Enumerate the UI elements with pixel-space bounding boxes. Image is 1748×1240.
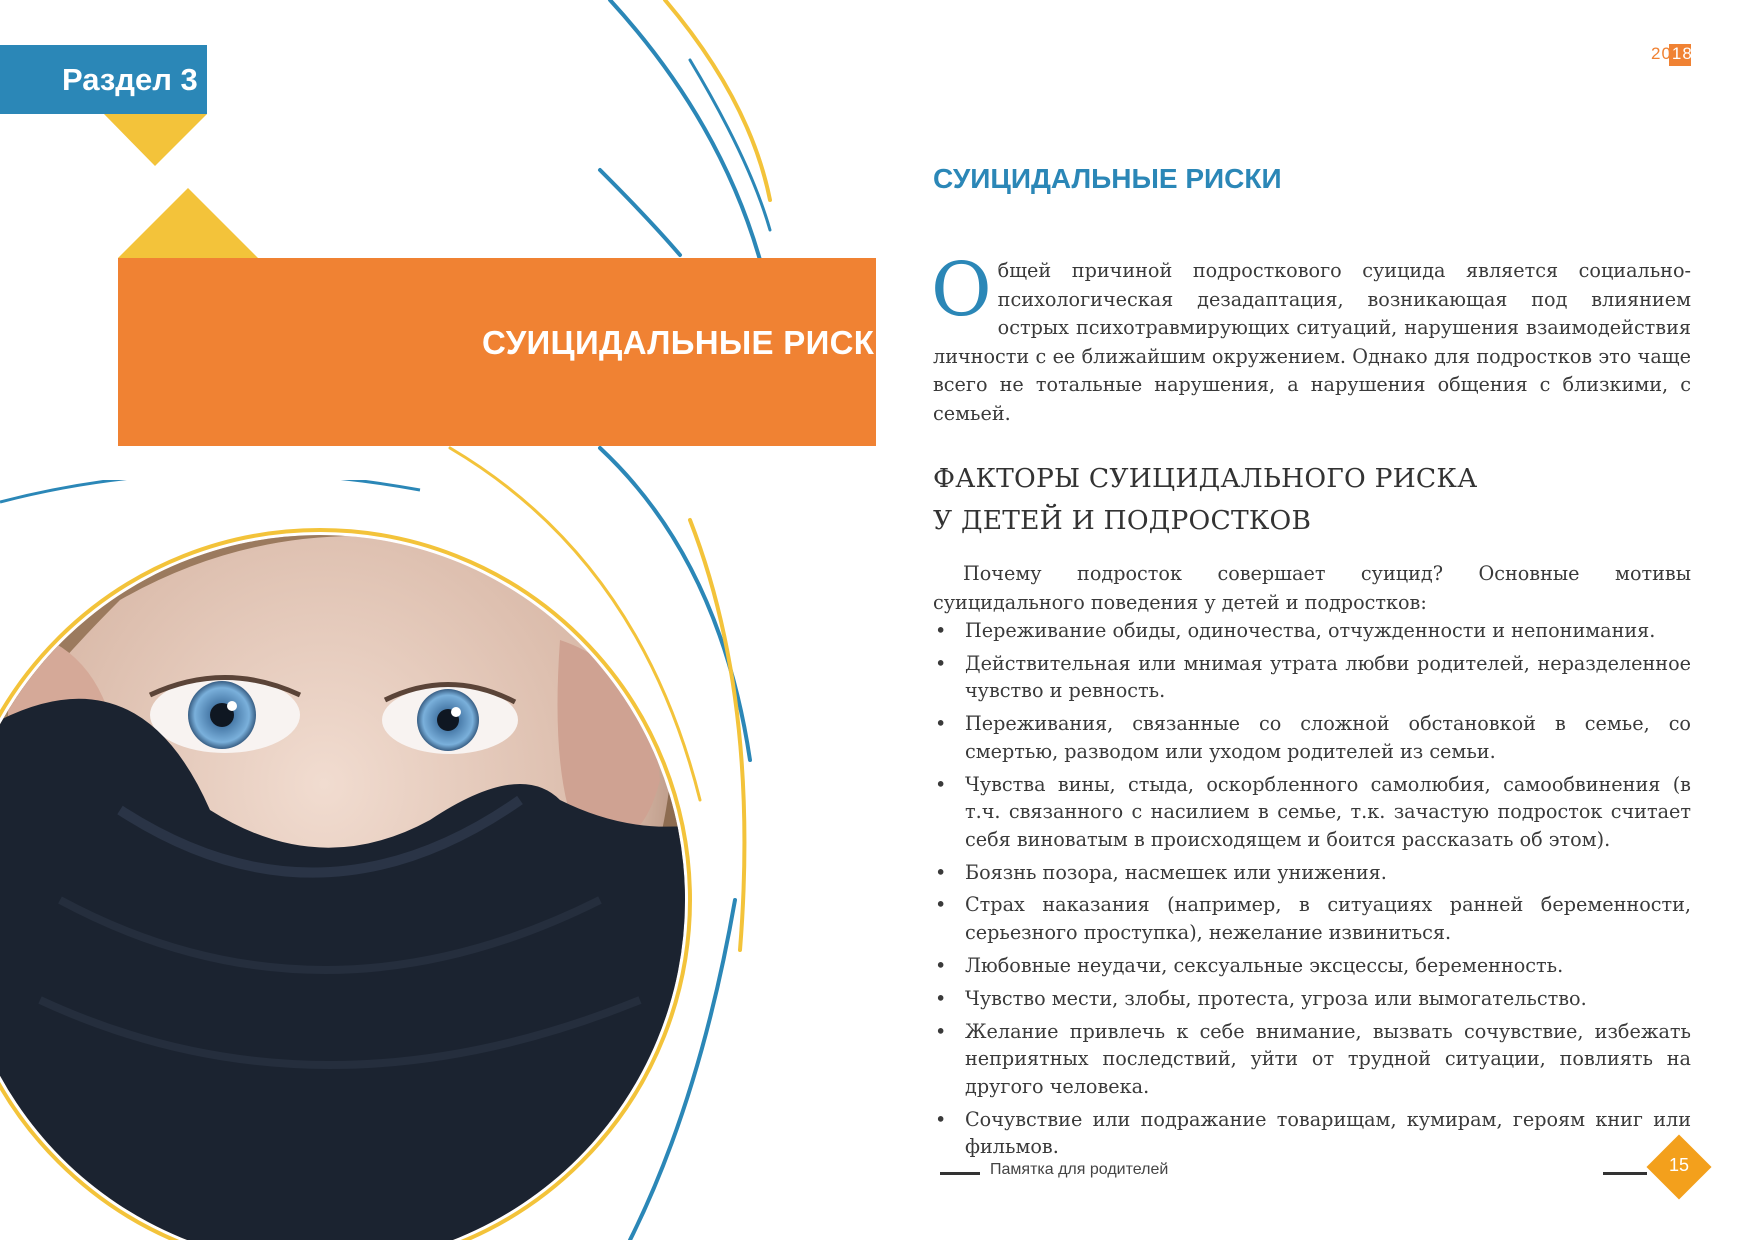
list-item [933, 1106, 1691, 1161]
list-item-text: Действительная или мнимая утрата любви родителей, неразделенное чувство и ревность. [965, 651, 1691, 703]
bullet-dot: • [935, 712, 947, 736]
list-item [933, 891, 1691, 946]
bullet-dot: • [935, 772, 947, 796]
bullet-dot: • [935, 893, 947, 917]
motives-list [933, 617, 1691, 1166]
list-item [933, 771, 1691, 854]
list-item [933, 710, 1691, 765]
list-item [933, 859, 1691, 887]
subheading-line-1: ФАКТОРЫ СУИЦИДАЛЬНОГО РИСКА [933, 463, 1478, 494]
bullet-dot: • [935, 986, 947, 1010]
page-title: СУИЦИДАЛЬНЫЕ РИСКИ [933, 163, 1282, 194]
list-item [933, 617, 1691, 645]
year-label [1651, 44, 1693, 64]
drop-cap: О [931, 247, 992, 333]
arc-blue-top-2 [690, 60, 770, 230]
year-part1: 20 [1651, 44, 1672, 63]
footer-rule-right [1603, 1172, 1647, 1175]
list-item-text: Чувства вины, стыда, оскорбленного самолюбия, самообвинения (в т.ч. связанного с насилием в семье, т.к. зачастую подросток считает себя виноватым в происходящем и боится рассказать об этом). [965, 772, 1691, 851]
list-item-text: Желание привлечь к себе внимание, вызвать сочувствие, избежать неприятных последствий, уйти от трудной ситуации, повлиять на другого человека. [965, 1019, 1691, 1098]
bullet-dot: • [935, 1107, 947, 1131]
footer-text: Памятка для родителей [990, 1161, 1169, 1178]
list-item-text: Боязнь позора, насмешек или унижения. [965, 860, 1387, 884]
list-item [933, 650, 1691, 705]
page-number: 15 [1668, 1155, 1690, 1175]
diamond-large-yellow [118, 188, 258, 258]
list-item [933, 952, 1691, 980]
bullet-dot: • [935, 1019, 947, 1043]
list-item [933, 985, 1691, 1013]
bullet-dot: • [935, 860, 947, 884]
list-item-text: Переживание обиды, одиночества, отчужденности и непонимания. [965, 619, 1656, 642]
list-item-text: Страх наказания (например, в ситуациях ранней беременности, серьезного проступка), нежелание извиниться. [965, 893, 1691, 944]
footer-rule-left [940, 1172, 980, 1175]
bullet-dot: • [935, 619, 947, 642]
title-block [118, 258, 899, 446]
bullet-dot: • [935, 651, 947, 675]
list-item-text: Чувство мести, злобы, протеста, угроза или вымогательство. [965, 986, 1587, 1010]
list-item [933, 1018, 1691, 1101]
arc-blue-top-3 [600, 170, 680, 255]
subheading [933, 458, 1477, 542]
list-item-text: Переживания, связанные со сложной обстановкой в семье, со смертью, разводом или уходом родителей из семьи. [965, 712, 1691, 763]
bullet-dot: • [935, 953, 947, 977]
section-tab [0, 45, 207, 114]
year-part2: 18 [1671, 44, 1693, 63]
intro-paragraph [931, 247, 1691, 428]
photo-girl [0, 480, 720, 1240]
arc-yellow-top-1 [665, 0, 770, 200]
list-item-text: Сочувствие или подражание товарищам, кумирам, героям книг или фильмов. [965, 1107, 1691, 1159]
title-block-text: СУИЦИДАЛЬНЫЕ РИСКИ [482, 324, 899, 361]
arc-blue-top-1 [610, 0, 760, 260]
diamond-small-yellow [104, 114, 207, 166]
list-item-text: Любовные неудачи, сексуальные эксцессы, беременность. [965, 953, 1564, 977]
lead-paragraph: Почему подросток совершает суицид? Основные мотивы суицидального поведения у детей и подростков: [933, 562, 1691, 614]
intro-text: бщей причиной подросткового суицида является социально-психологическая дезадаптация, возникающая под влиянием острых психотравмирующих ситуаций, нарушения взаимодействия личности с ее ближайшим окружением. Однако для подростков это чаще всего не тотальные нарушения, а нарушения общения с близкими, с семьей. [933, 259, 1691, 425]
subheading-line-2: У ДЕТЕЙ И ПОДРОСТКОВ [933, 505, 1312, 536]
section-tab-label: Раздел 3 [62, 61, 198, 97]
